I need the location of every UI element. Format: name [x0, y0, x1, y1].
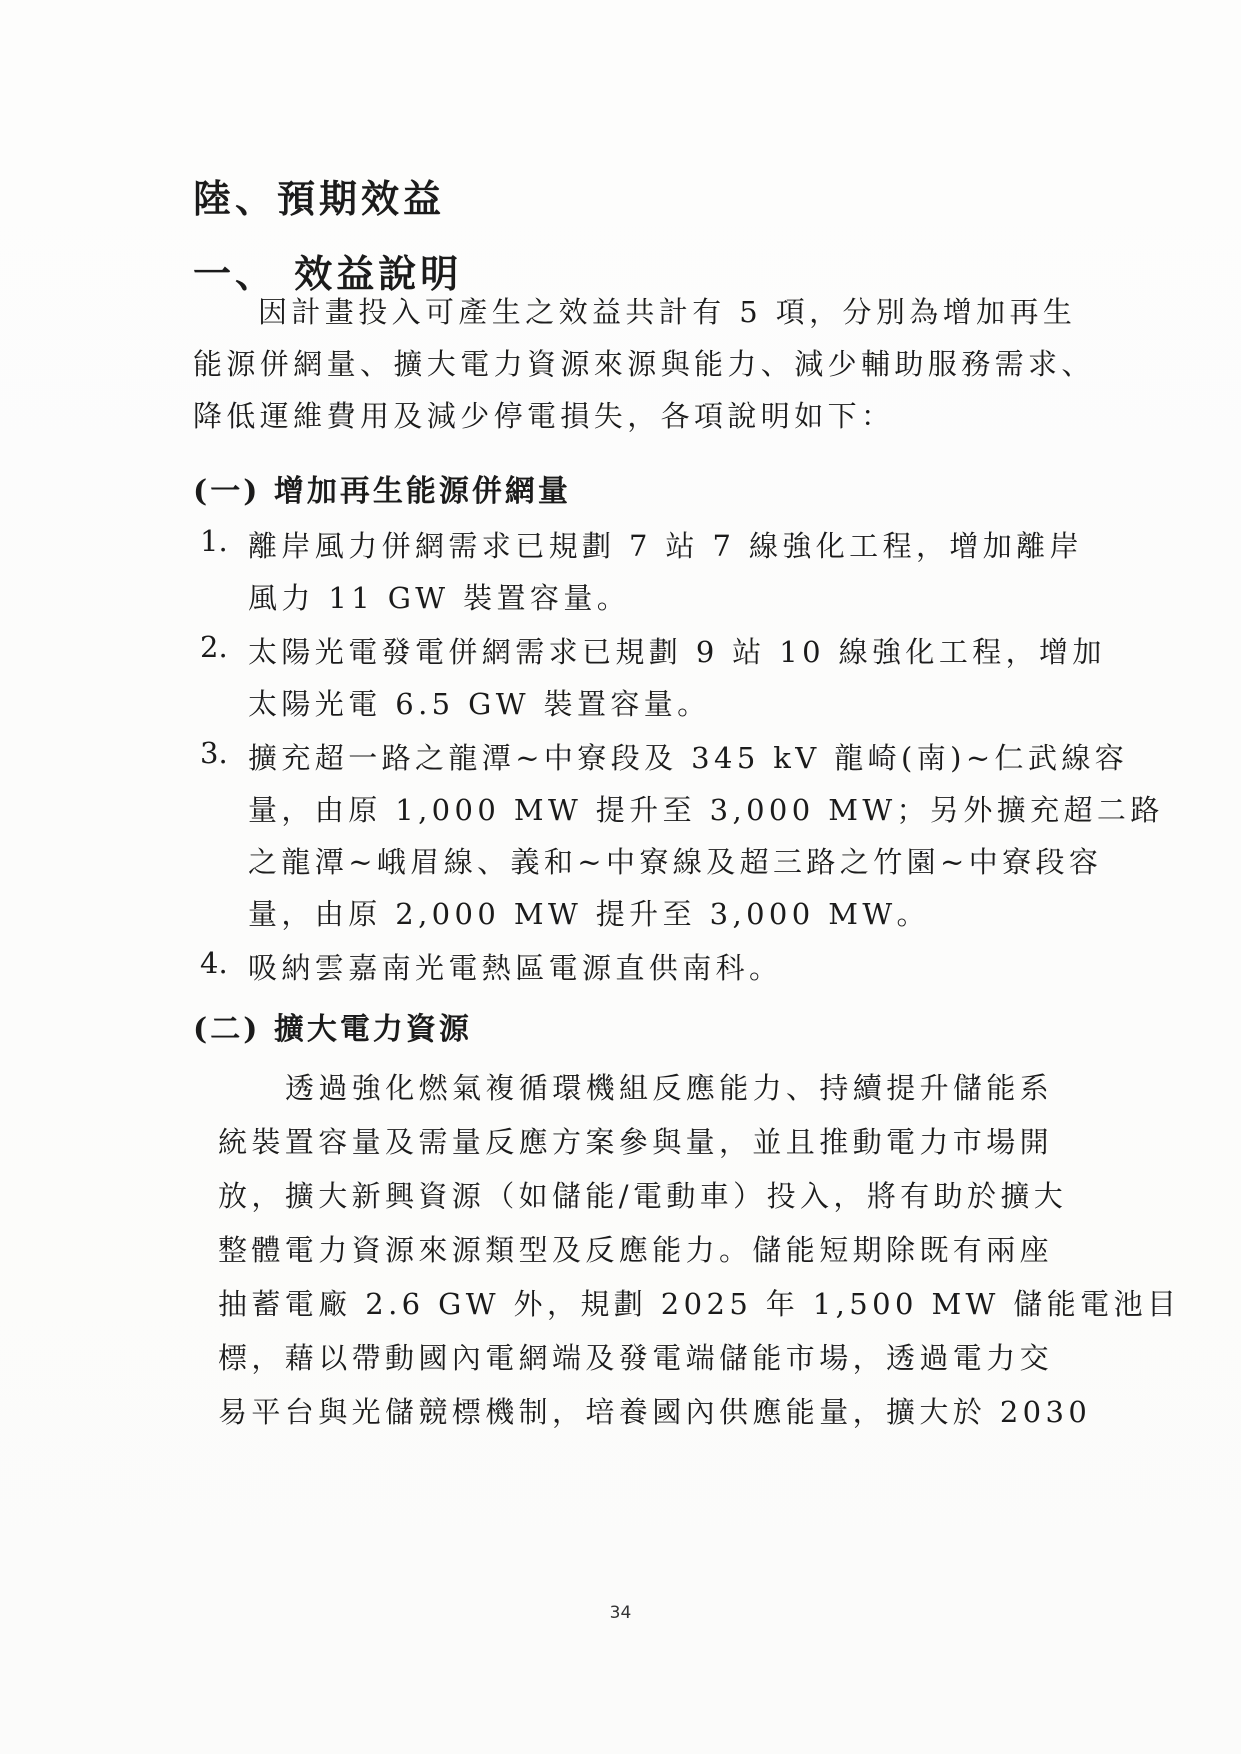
list-item-3-line-1: 擴充超一路之龍潭~中寮段及 345 kV 龍崎(南)~仁武線容 [248, 741, 1129, 775]
list-item-number: 1. [200, 524, 228, 558]
intro-line-2: 能源併網量、擴大電力資源來源與能力、減少輔助服務需求、 [193, 347, 1095, 381]
subsection-2-line-3: 放，擴大新興資源（如儲能/電動車）投入，將有助於擴大 [218, 1179, 1068, 1213]
page-number: 34 [609, 1603, 632, 1623]
list-item-number: 3. [200, 736, 228, 770]
list-item-3-line-4: 量，由原 2,000 MW 提升至 3,000 MW。 [248, 897, 930, 931]
list-item-3-line-2: 量，由原 1,000 MW 提升至 3,000 MW；另外擴充超二路 [248, 793, 1164, 827]
list-item-3-line-3: 之龍潭~峨眉線、義和~中寮線及超三路之竹園~中寮段容 [248, 845, 1103, 879]
subsection-2-line-2: 統裝置容量及需量反應方案參與量，並且推動電力市場開 [218, 1125, 1054, 1159]
subsection-2-line-6: 標，藉以帶動國內電網端及發電端儲能市場，透過電力交 [218, 1341, 1054, 1375]
subsection-2-line-1: 透過強化燃氣複循環機組反應能力、持續提升儲能系 [285, 1071, 1054, 1105]
chapter-heading: 陸、預期效益 [193, 176, 446, 221]
subsection-2-title: (二) 擴大電力資源 [193, 1012, 472, 1047]
subsection-2-line-5: 抽蓄電廠 2.6 GW 外，規劃 2025 年 1,500 MW 儲能電池目 [218, 1287, 1181, 1321]
list-item-number: 2. [200, 630, 228, 664]
subsection-2-line-7: 易平台與光儲競標機制，培養國內供應能量，擴大於 2030 [218, 1395, 1092, 1429]
intro-line-1: 因計畫投入可產生之效益共計有 5 項，分別為增加再生 [258, 295, 1077, 329]
list-item-2-line-2: 太陽光電 6.5 GW 裝置容量。 [248, 687, 711, 721]
list-item-number: 4. [200, 946, 228, 980]
subsection-2-line-4: 整體電力資源來源類型及反應能力。儲能短期除既有兩座 [218, 1233, 1054, 1267]
list-item-2-line-1: 太陽光電發電併網需求已規劃 9 站 10 線強化工程，增加 [248, 635, 1106, 669]
list-item-1-line-1: 離岸風力併網需求已規劃 7 站 7 線強化工程，增加離岸 [248, 529, 1083, 563]
subsection-1-title: (一) 增加再生能源併網量 [193, 474, 571, 509]
list-item-1-line-2: 風力 11 GW 裝置容量。 [248, 581, 631, 615]
section-heading: 一、 效益說明 [193, 251, 463, 296]
intro-line-3: 降低運維費用及減少停電損失，各項說明如下： [193, 399, 895, 433]
list-item-4-line-1: 吸納雲嘉南光電熱區電源直供南科。 [248, 951, 783, 985]
